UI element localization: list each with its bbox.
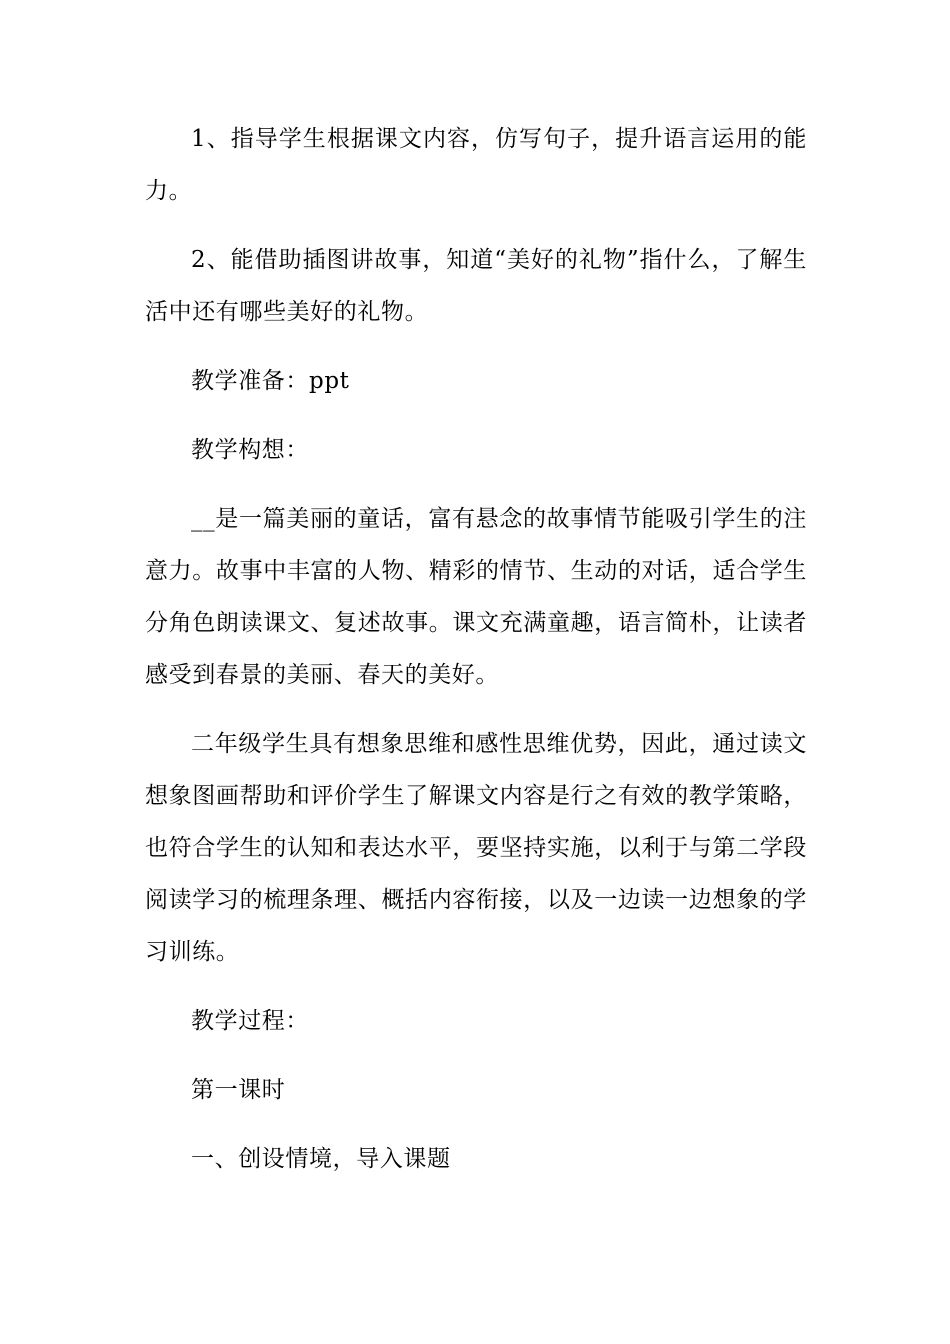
teaching-preparation: 教学准备：ppt <box>191 368 350 394</box>
objective-paragraph-2: 2、能借助插图讲故事，知道“美好的礼物”指什么，了解生活中还有哪些美好的礼物。 <box>145 247 807 325</box>
section-heading-1: 一、创设情境，导入课题 <box>191 1146 451 1172</box>
teaching-concept-paragraph-1: __是一篇美丽的童话，富有悬念的故事情节能吸引学生的注意力。故事中丰富的人物、精彩的情节、生动的对话，适合学生分角色朗读课文、复述故事。课文充满童趣，语言简朴，让读者感受到春景的美丽、春天的美好。 <box>145 506 807 688</box>
first-lesson-heading: 第一课时 <box>191 1077 286 1103</box>
objective-paragraph-1: 1、指导学生根据课文内容，仿写句子，提升语言运用的能力。 <box>145 126 807 204</box>
teaching-process-heading: 教学过程： <box>191 1008 309 1034</box>
document-body <box>145 113 807 1202</box>
teaching-concept-paragraph-2: 二年级学生具有想象思维和感性思维优势，因此，通过读文想象图画帮助和评价学生了解课文内容是行之有效的教学策略，也符合学生的认知和表达水平，要坚持实施，以利于与第二学段阅读学习的梳理条理、概括内容衔接，以及一边读一边想象的学习训练。 <box>145 731 807 965</box>
teaching-concept-heading: 教学构想： <box>191 437 309 463</box>
